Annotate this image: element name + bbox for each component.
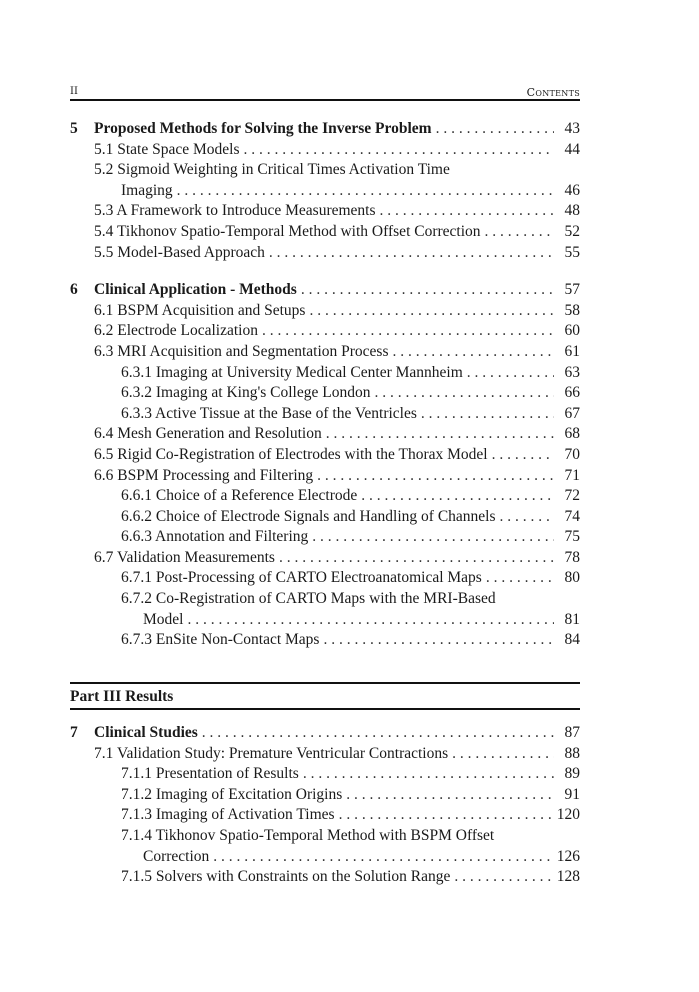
page-number: 43: [564, 120, 580, 137]
dot-leader: [301, 280, 554, 301]
dot-leader: [361, 486, 554, 507]
toc-section-entry[interactable]: [70, 445, 580, 466]
page-number: 81: [564, 610, 580, 628]
page-number: 63: [564, 363, 580, 381]
dot-leader: [467, 363, 554, 384]
entry-title-continuation: Model: [143, 610, 184, 628]
entry-title: 5.3 A Framework to Introduce Measurements: [94, 202, 376, 220]
dot-leader: [177, 181, 554, 202]
toc-section-entry[interactable]: [70, 404, 580, 425]
dot-leader: [486, 568, 554, 589]
page-number: 78: [564, 548, 580, 566]
page-number: 70: [564, 445, 580, 463]
dot-leader: [262, 321, 554, 342]
page-number: 48: [564, 202, 580, 220]
entry-title: 7.1.5 Solvers with Constraints on the Solution Range: [121, 868, 451, 886]
toc-section-entry[interactable]: [70, 507, 580, 528]
toc-section-entry[interactable]: [70, 548, 580, 569]
toc-section-entry[interactable]: [70, 568, 580, 589]
part-rule-top: [70, 682, 580, 684]
page-number: 55: [564, 243, 580, 261]
page-number: 74: [564, 507, 580, 525]
chapter-number: 7: [70, 724, 78, 741]
page-number: 80: [564, 569, 580, 587]
entry-title: 6.6.1 Choice of a Reference Electrode: [121, 487, 358, 505]
entry-title: 6.5 Rigid Co-Registration of Electrodes with the Thorax Model: [94, 445, 488, 463]
entry-title: 5.4 Tikhonov Spatio-Temporal Method with Offset Correction: [94, 222, 481, 240]
part-heading: Part III Results: [70, 688, 174, 705]
dot-leader: [269, 243, 554, 264]
toc-chapter-entry[interactable]: [70, 119, 580, 140]
page-number: 120: [556, 806, 580, 824]
page-number: 67: [564, 404, 580, 422]
running-title: Contents: [526, 86, 580, 99]
entry-title-continuation: Imaging: [121, 181, 173, 199]
page-number: 87: [564, 724, 580, 741]
page-number: 72: [564, 487, 580, 505]
entry-title: 5.1 State Space Models: [94, 140, 240, 158]
dot-leader: [187, 610, 554, 631]
dot-leader: [279, 548, 554, 569]
toc-section-entry[interactable]: [70, 466, 580, 487]
toc-section-entry[interactable]: [70, 363, 580, 384]
dot-leader: [485, 222, 554, 243]
page-number: 88: [564, 744, 580, 762]
dot-leader: [492, 445, 554, 466]
dot-leader: [436, 119, 554, 140]
toc-section-entry[interactable]: [70, 764, 580, 785]
dot-leader: [500, 507, 554, 528]
page-number: 57: [564, 281, 580, 299]
dot-leader: [244, 140, 554, 161]
dot-leader: [339, 805, 553, 826]
entry-title: 6.6.2 Choice of Electrode Signals and Handling of Channels: [121, 507, 496, 525]
toc-section-entry[interactable]: [70, 321, 580, 342]
entry-title: 6.7.1 Post-Processing of CARTO Electroanatomical Maps: [121, 569, 482, 587]
dot-leader: [421, 404, 554, 425]
page-number: 66: [564, 384, 580, 402]
entry-title: 5.2 Sigmoid Weighting in Critical Times Activation Time: [94, 161, 450, 179]
toc-section-entry[interactable]: [70, 222, 580, 243]
toc-chapter-entry[interactable]: [70, 280, 580, 301]
dot-leader: [323, 630, 554, 651]
dot-leader: [309, 301, 554, 322]
entry-title: 6.3.2 Imaging at King's College London: [121, 384, 371, 402]
dot-leader: [452, 744, 554, 765]
entry-title: 6.7.3 EnSite Non-Contact Maps: [121, 631, 320, 649]
toc-section-entry[interactable]: [70, 486, 580, 507]
page-number: 71: [564, 466, 580, 484]
toc-section-entry[interactable]: [70, 424, 580, 445]
page-number: 89: [564, 765, 580, 783]
entry-title: 6.3.3 Active Tissue at the Base of the Ventricles: [121, 404, 417, 422]
page-number: 60: [564, 322, 580, 340]
entry-title: Clinical Application - Methods: [94, 281, 297, 299]
toc-section-entry[interactable]: [70, 826, 580, 847]
toc-entry-continuation[interactable]: [70, 181, 580, 202]
entry-title: 6.7.2 Co-Registration of CARTO Maps with the MRI-Based: [121, 590, 496, 608]
toc-section-entry[interactable]: [70, 301, 580, 322]
chapter-number: 5: [70, 120, 78, 137]
toc-section-entry[interactable]: [70, 630, 580, 651]
dot-leader: [202, 723, 554, 744]
toc-section-entry[interactable]: [70, 527, 580, 548]
entry-title: 6.2 Electrode Localization: [94, 322, 258, 340]
toc-section-entry[interactable]: [70, 785, 580, 806]
toc-section-entry[interactable]: [70, 744, 580, 765]
entry-title-continuation: Correction: [143, 847, 210, 865]
dot-leader: [312, 527, 554, 548]
page-number: 128: [556, 868, 580, 886]
toc-section-entry[interactable]: [70, 201, 580, 222]
page-number: 126: [556, 847, 580, 865]
dot-leader: [454, 867, 552, 888]
entry-title: 6.3.1 Imaging at University Medical Center Mannheim: [121, 363, 463, 381]
dot-leader: [392, 342, 554, 363]
dot-leader: [326, 424, 554, 445]
entry-title: Clinical Studies: [94, 724, 198, 741]
toc-list-part-3: [70, 723, 580, 888]
toc-section-entry[interactable]: [70, 867, 580, 888]
dot-leader: [213, 847, 552, 868]
entry-title: Proposed Methods for Solving the Inverse Problem: [94, 120, 432, 137]
toc-list-part-2: [70, 119, 580, 651]
entry-title: 6.7 Validation Measurements: [94, 548, 275, 566]
entry-title: 7.1.2 Imaging of Excitation Origins: [121, 785, 343, 803]
entry-title: 7.1.3 Imaging of Activation Times: [121, 806, 335, 824]
page-number: 61: [564, 342, 580, 360]
entry-title: 5.5 Model-Based Approach: [94, 243, 265, 261]
entry-title: 6.6 BSPM Processing and Filtering: [94, 466, 314, 484]
toc-section-entry[interactable]: [70, 383, 580, 404]
page-number: 52: [564, 222, 580, 240]
entry-title: 7.1 Validation Study: Premature Ventricular Contractions: [94, 744, 449, 762]
page-number: 68: [564, 425, 580, 443]
part-rule-bottom: [70, 708, 580, 710]
page-number: II: [70, 86, 78, 97]
chapter-number: 6: [70, 281, 78, 299]
toc-entry-continuation[interactable]: [70, 610, 580, 631]
entry-title: 6.3 MRI Acquisition and Segmentation Process: [94, 342, 389, 360]
page-number: 44: [564, 140, 580, 158]
header-rule: [70, 99, 580, 101]
toc-entry-continuation[interactable]: [70, 847, 580, 868]
entry-title: 6.6.3 Annotation and Filtering: [121, 528, 309, 546]
toc-section-entry[interactable]: [70, 805, 580, 826]
page-number: 75: [564, 528, 580, 546]
running-header: [70, 84, 580, 100]
entry-title: 6.4 Mesh Generation and Resolution: [94, 425, 322, 443]
toc-section-entry[interactable]: [70, 589, 580, 610]
toc-section-entry[interactable]: [70, 140, 580, 161]
dot-leader: [380, 201, 554, 222]
dot-leader: [303, 764, 554, 785]
page-number: 46: [564, 181, 580, 199]
page-number: 91: [564, 785, 580, 803]
dot-leader: [317, 466, 554, 487]
page-number: 58: [564, 301, 580, 319]
toc-section-entry[interactable]: [70, 160, 580, 181]
dot-leader: [374, 383, 554, 404]
entry-title: 6.1 BSPM Acquisition and Setups: [94, 301, 306, 319]
dot-leader: [346, 785, 554, 806]
page-number: 84: [564, 631, 580, 649]
entry-title: 7.1.4 Tikhonov Spatio-Temporal Method with BSPM Offset: [121, 826, 495, 844]
toc-section-entry[interactable]: [70, 243, 580, 264]
entry-title: 7.1.1 Presentation of Results: [121, 765, 299, 783]
toc-chapter-entry[interactable]: [70, 723, 580, 744]
toc-section-entry[interactable]: [70, 342, 580, 363]
